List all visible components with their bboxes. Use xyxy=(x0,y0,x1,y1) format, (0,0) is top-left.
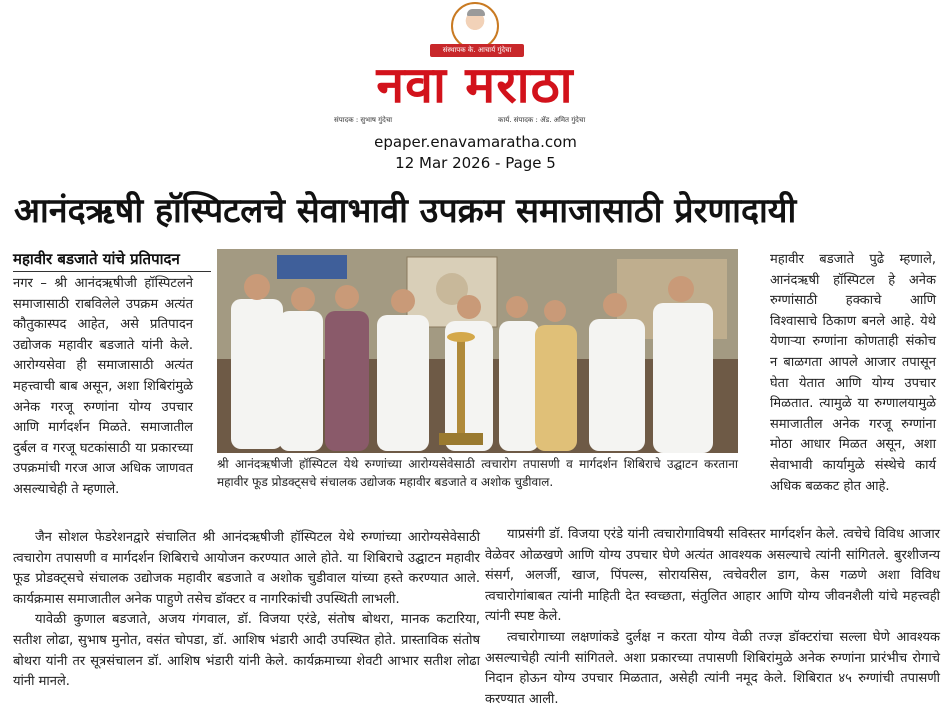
executive-editor-credit: कार्य. संपादक : ॲड. अमित गुंदेचा xyxy=(498,116,586,124)
event-photo-illustration xyxy=(217,249,738,453)
article-column-right xyxy=(770,250,936,497)
photo-caption: श्री आनंदऋषीजी हॉस्पिटल येथे रुग्णांच्या आरोग्यसेवेसाठी त्वचारोग तपासणी व मार्गदर्शन शिबिराचे उद्घाटन करताना महावीर फूड प्रोडक्ट्सचे संचालक उद्योजक महावीर बडजाते व अशोक चुडीवाल. xyxy=(217,457,738,489)
masthead xyxy=(0,0,951,130)
paragraph: त्वचारोगाच्या लक्षणांकडे दुर्लक्ष न करता योग्य वेळी तज्ज्ञ डॉक्टरांचा सल्ला घेणे आवश्यक असल्याचेही त्यांनी सांगितले. अशा प्रकारच्या तपासणी शिबिरांमुळे अनेक रुग्णांना प्रारंभीच रोगाचे निदान होऊन योग्य उपचार मिळतात, असेही त्यांनी नमूद केले. शिबिरात ४५ रुग्णांची तपासणी करण्यात आली. xyxy=(485,629,940,707)
event-photo xyxy=(217,249,738,453)
article-bottom-left xyxy=(13,528,480,693)
paragraph: जैन सोशल फेडरेशनद्वारे संचालित श्री आनंदऋषीजी हॉस्पिटल येथे रुग्णांच्या आरोग्यसेवेसाठी त्वचारोग तपासणी व मार्गदर्शन शिबिराचे आयोजन करण्यात आले होते. या शिबिराचे उद्घाटन महावीर फूड प्रोडक्ट्सचे संचालक उद्योजक महावीर बडजाते व अशोक चुडीवाल यांच्या हस्ते करण्यात आले. कार्यक्रमास समाजातील अनेक पाहुणे तसेच डॉक्टर व नागरिकांची उपस्थिती लाभली. xyxy=(13,530,480,607)
subhead-divider xyxy=(13,271,211,272)
article-subhead: महावीर बडजाते यांचे प्रतिपादन xyxy=(13,250,180,268)
paragraph: यावेळी कुणाल बडजाते, अजय गंगवाल, डॉ. विजया एरंडे, संतोष बोथरा, मानक कटारिया, सतीश लोढा, सुभाष मुनोत, वसंत चोपडा, डॉ. आशिष भंडारी आदी उपस्थित होते. प्रास्ताविक संतोष बोथरा यांनी तर सूत्रसंचालन डॉ. आशिष भंडारी यांनी केले. कार्यक्रमाच्या शेवटी आभार सतीश लोढा यांनी मानले. xyxy=(13,612,480,690)
article-headline: आनंदऋषी हॉस्पिटलचे सेवाभावी उपक्रम समाजासाठी प्रेरणादायी xyxy=(14,191,797,231)
issue-date-page: 12 Mar 2026 - Page 5 xyxy=(395,154,556,172)
editor-credit: संपादक : सुभाष गुंदेचा xyxy=(334,116,393,124)
paragraph: नगर – श्री आनंदऋषीजी हॉस्पिटलने समाजासाठी राबविलेले उपक्रम अत्यंत कौतुकास्पद आहेत, असे प्रतिपादन उद्योजक महावीर बडजाते यांनी केले. आरोग्यसेवा ही समाजासाठी अत्यंत महत्त्वाची बाब असून, अशा शिबिरांमुळे अनेक गरजू रुग्णांना योग्य उपचार आणि मार्गदर्शन मिळते. समाजातील दुर्बल व गरजू घटकांसाठी या प्रकारच्या उपक्रमांची गरज आज अधिक जाणवत असल्याचेही ते म्हणाले. xyxy=(13,276,193,497)
founder-ribbon: संस्थापक के. आचार्य गुंदेचा xyxy=(430,44,524,57)
source-url: epaper.enavamaratha.com xyxy=(374,133,577,151)
paragraph: महावीर बडजाते पुढे म्हणाले, आनंदऋषी हॉस्पिटल हे अनेक रुग्णांसाठी हक्काचे आणि विश्वासाचे ठिकाण बनले आहे. येथे येणाऱ्या रुग्णांना कोणताही संकोच न बाळगता आपले आजार तपासून घेता येतात आणि योग्य उपचार मिळतात. त्यामुळे या रुग्णालयामुळे समाजातील अनेक गरजू रुग्णांना मोठा आधार मिळत असून, अशा सेवाभावी कार्यामुळे संस्थेचे कार्य अधिक बळकट होत आहे. xyxy=(770,252,936,494)
article-bottom-right xyxy=(485,525,940,710)
paragraph: याप्रसंगी डॉ. विजया एरंडे यांनी त्वचारोगाविषयी सविस्तर मार्गदर्शन केले. त्वचेचे विविध आजार वेळेवर ओळखणे आणि योग्य उपचार घेणे अत्यंत आवश्यक असल्याचे त्यांनी सांगितले. बुरशीजन्य संसर्ग, अलर्जी, खाज, पिंपल्स, सोरायसिस, त्वचेवरील डाग, केस गळणे अशा विविध त्वचारोगांबाबत त्यांनी माहिती देत स्वच्छता, संतुलित आहार आणि योग्य जीवनशैली यांचे महत्त्वही त्यांनी स्पष्ट केले. xyxy=(485,527,940,625)
newspaper-logo: नवा मराठा xyxy=(376,56,574,114)
article-column-left xyxy=(13,274,193,501)
founder-portrait xyxy=(451,2,499,50)
